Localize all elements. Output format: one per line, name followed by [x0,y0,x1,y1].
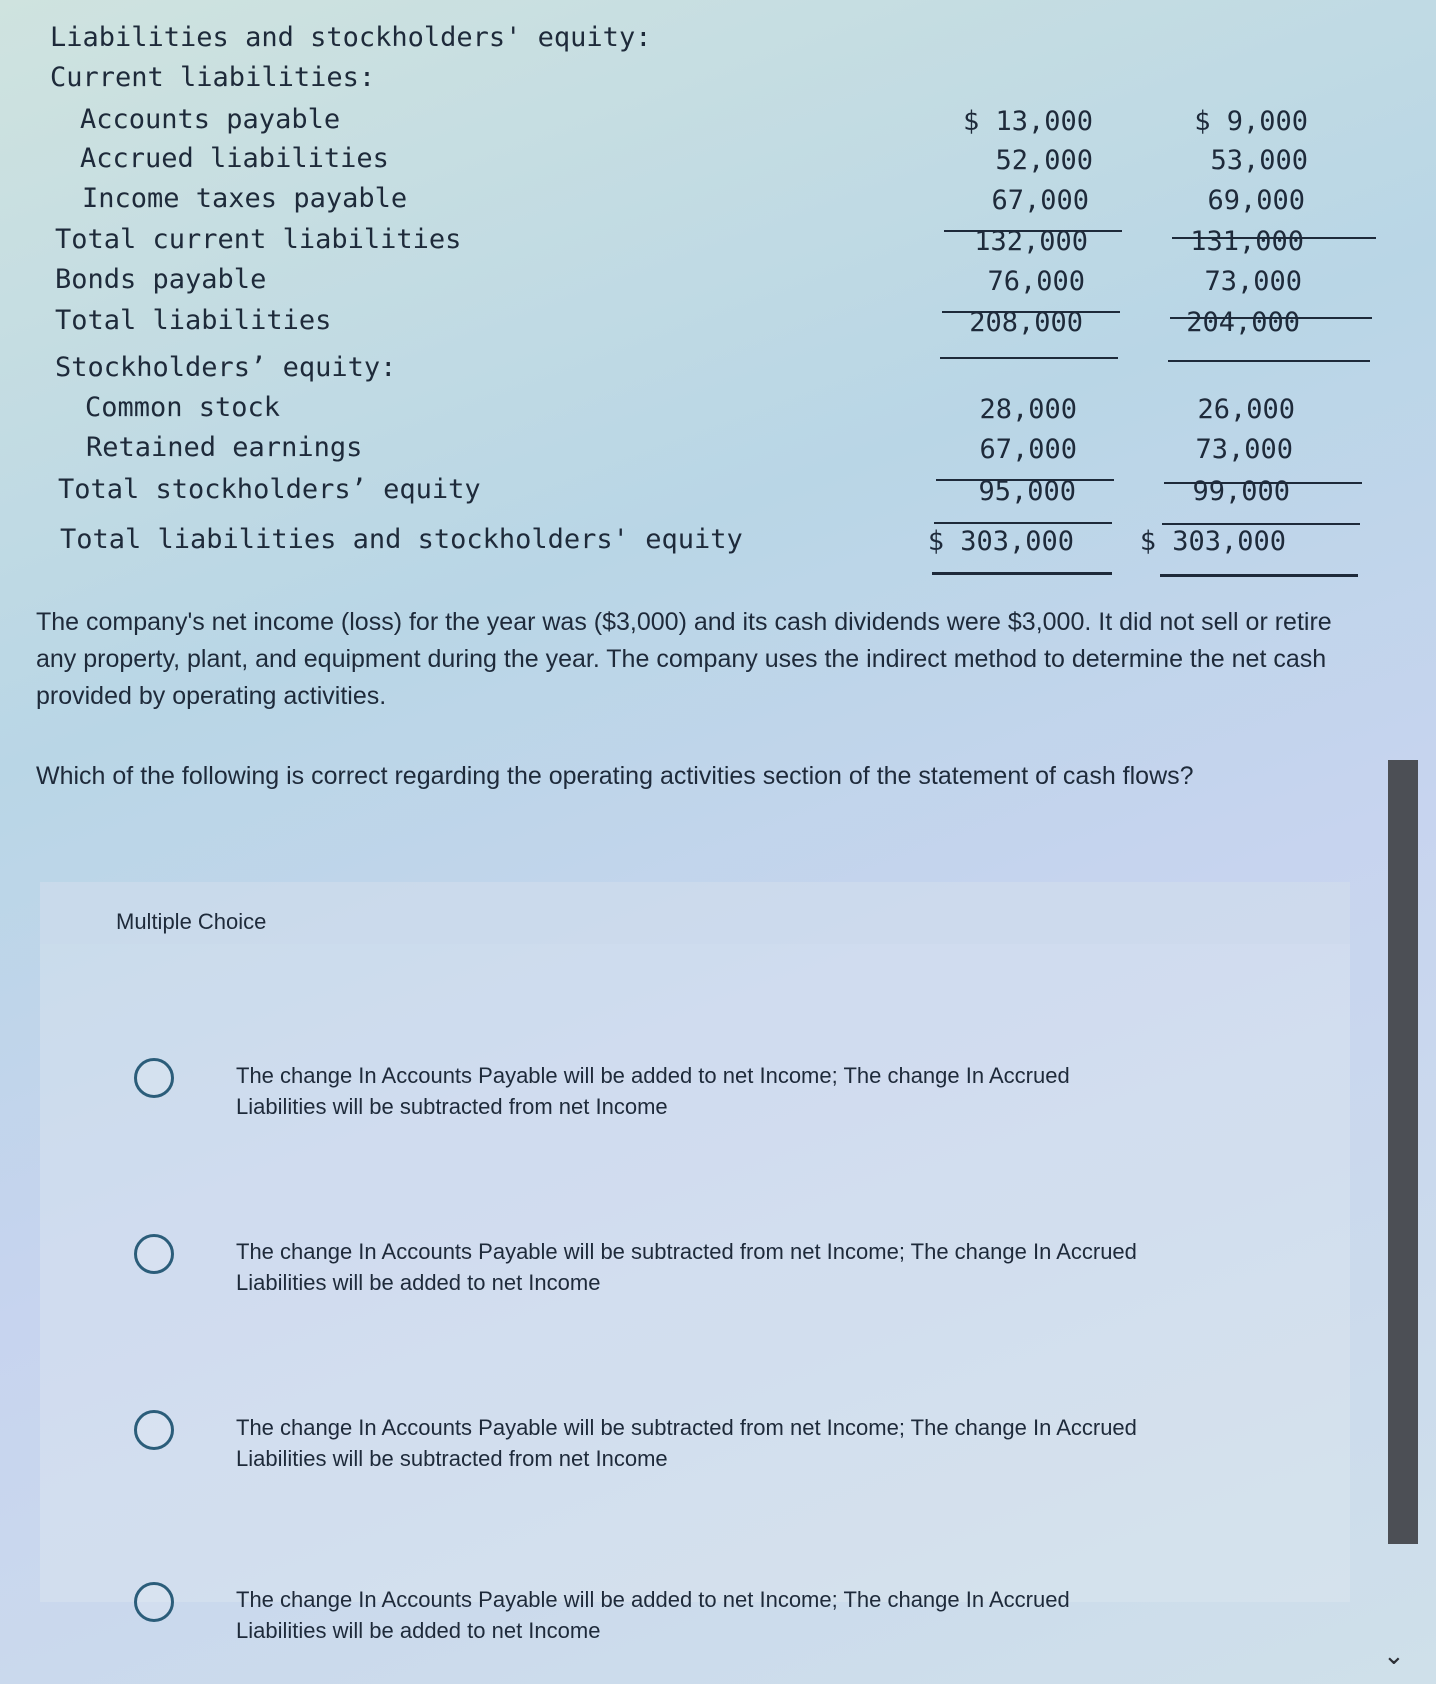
table-row [0,104,1400,142]
problem-text: The company's net income (loss) for the year was ($3,000) and its cash dividends were $3,000. It did not sell or retire any property, plant, and equipment during the year. The company uses the indirect method to determine the net cash provided by operating activities. [36,608,1332,710]
row-value-col2: $ 303,000 [1139,526,1286,557]
row-label: Common stock [85,392,281,423]
table-row [0,352,1400,390]
row-value-col2: 53,000 [1210,145,1308,176]
current-liabilities-heading: Current liabilities: [50,62,376,93]
choice-option-2[interactable] [130,1234,1230,1314]
radio-button-icon[interactable] [134,1582,174,1622]
row-value-col1: 95,000 [978,476,1076,507]
multiple-choice-title: Multiple Choice [116,909,267,934]
radio-button-icon[interactable] [134,1058,174,1098]
double-total-rule [932,572,1112,575]
choice-text[interactable]: The change In Accounts Payable will be subtracted from net Income; The change In Accrued Liabilities will be subtracted from net Income [236,1415,1137,1471]
table-row [0,183,1400,221]
row-value-col2: 131,000 [1190,226,1304,257]
current-liabilities-heading-row [0,62,1400,100]
row-value-col1: 76,000 [987,266,1085,297]
scrollbar[interactable] [1388,760,1418,1544]
row-label: Total liabilities and stockholders' equity [60,524,743,555]
table-row [0,264,1400,302]
table-row [0,392,1400,430]
chevron-down-icon[interactable]: ⌄ [1383,1640,1405,1670]
row-label: Accounts payable [80,104,341,135]
row-label: Income taxes payable [82,183,408,214]
table-row [0,524,1400,562]
row-label: Stockholders’ equity: [55,352,397,383]
row-value-col2: 73,000 [1195,434,1293,465]
choice-option-3[interactable] [130,1410,1230,1490]
row-label: Total current liabilities [55,224,462,255]
row-value-col2: 69,000 [1207,185,1305,216]
row-label: Total liabilities [55,305,332,336]
row-value-col1: 67,000 [979,434,1077,465]
table-row [0,432,1400,470]
question-text: Which of the following is correct regarding the operating activities section of the statement of cash flows? [36,762,1194,790]
row-label: Retained earnings [86,432,363,463]
row-label: Accrued liabilities [80,143,389,174]
row-value-col1: 52,000 [995,145,1093,176]
row-value-col1: 67,000 [991,185,1089,216]
row-value-col2: 26,000 [1197,394,1295,425]
row-value-col1: 28,000 [979,394,1077,425]
choice-text[interactable]: The change In Accounts Payable will be added to net Income; The change In Accrued Liabilities will be subtracted from net Income [236,1063,1070,1119]
row-value-col2: 99,000 [1192,476,1290,507]
row-value-col1: $ 13,000 [962,106,1093,137]
choice-option-4[interactable] [130,1582,1230,1662]
balance-sheet-header-row [0,22,1400,60]
table-row [0,143,1400,181]
balance-sheet-header: Liabilities and stockholders' equity: [50,22,652,53]
row-value-col1: $ 303,000 [927,526,1074,557]
row-value-col2: 204,000 [1186,307,1300,338]
choice-text[interactable]: The change In Accounts Payable will be added to net Income; The change In Accrued Liabilities will be added to net Income [236,1587,1070,1643]
table-row [0,305,1400,343]
row-label: Bonds payable [55,264,267,295]
radio-button-icon[interactable] [134,1410,174,1450]
double-total-rule [1160,574,1358,577]
choice-option-1[interactable] [130,1058,1230,1138]
table-row [0,474,1400,512]
radio-button-icon[interactable] [134,1234,174,1274]
row-value-col2: $ 9,000 [1194,106,1308,137]
row-label: Total stockholders’ equity [58,474,481,505]
row-value-col2: 73,000 [1204,266,1302,297]
row-value-col1: 132,000 [974,226,1088,257]
row-value-col1: 208,000 [969,307,1083,338]
table-row [0,224,1400,262]
choice-text[interactable]: The change In Accounts Payable will be subtracted from net Income; The change In Accrued Liabilities will be added to net Income [236,1239,1137,1295]
